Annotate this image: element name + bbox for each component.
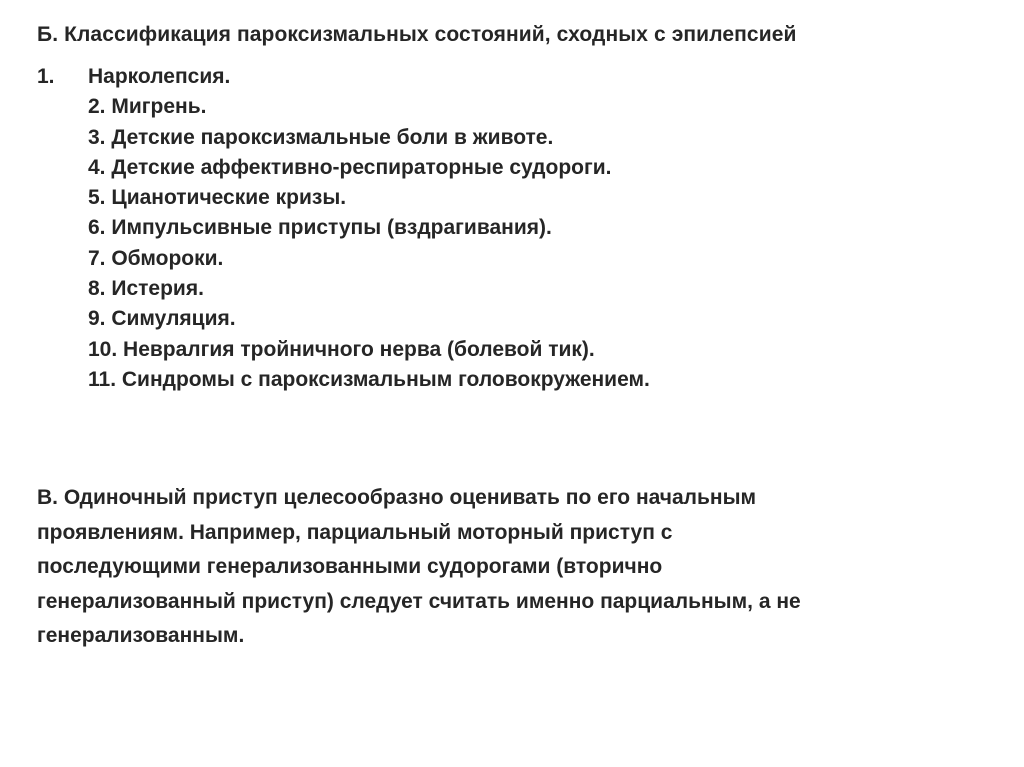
list-item: 2. Мигрень. (88, 95, 207, 119)
list-item: 3. Детские пароксизмальные боли в животе. (88, 125, 554, 149)
list-number: 1. (37, 65, 55, 88)
paragraph-v (37, 481, 967, 654)
list-items (88, 62, 650, 395)
paragraph-line: проявлениям. Например, парциальный моторный приступ с (37, 520, 673, 544)
list-item: 8. Истерия. (88, 277, 204, 301)
paragraph-line: В. Одиночный приступ целесообразно оценивать по его начальным (37, 486, 757, 509)
list-item: 5. Цианотические кризы. (88, 186, 347, 210)
list-item: 7. Обмороки. (88, 246, 224, 270)
slide-heading: Б. Классификация пароксизмальных состояний, сходных с эпилепсией (37, 23, 797, 46)
list-item: 11. Синдромы с пароксизмальным головокружением. (88, 367, 650, 391)
list-item: 4. Детские аффективно-респираторные судороги. (88, 155, 612, 179)
list-item: Нарколепсия. (88, 65, 231, 88)
list-item: 9. Симуляция. (88, 307, 236, 331)
paragraph-line: последующими генерализованными судорогами (вторично (37, 555, 663, 578)
list-item: 6. Импульсивные приступы (вздрагивания). (88, 216, 552, 240)
list-item: 10. Невралгия тройничного нерва (болевой тик). (88, 337, 595, 361)
paragraph-line: генерализованный приступ) следует считать именно парциальным, а не (37, 589, 801, 613)
paragraph-line: генерализованным. (37, 624, 245, 647)
